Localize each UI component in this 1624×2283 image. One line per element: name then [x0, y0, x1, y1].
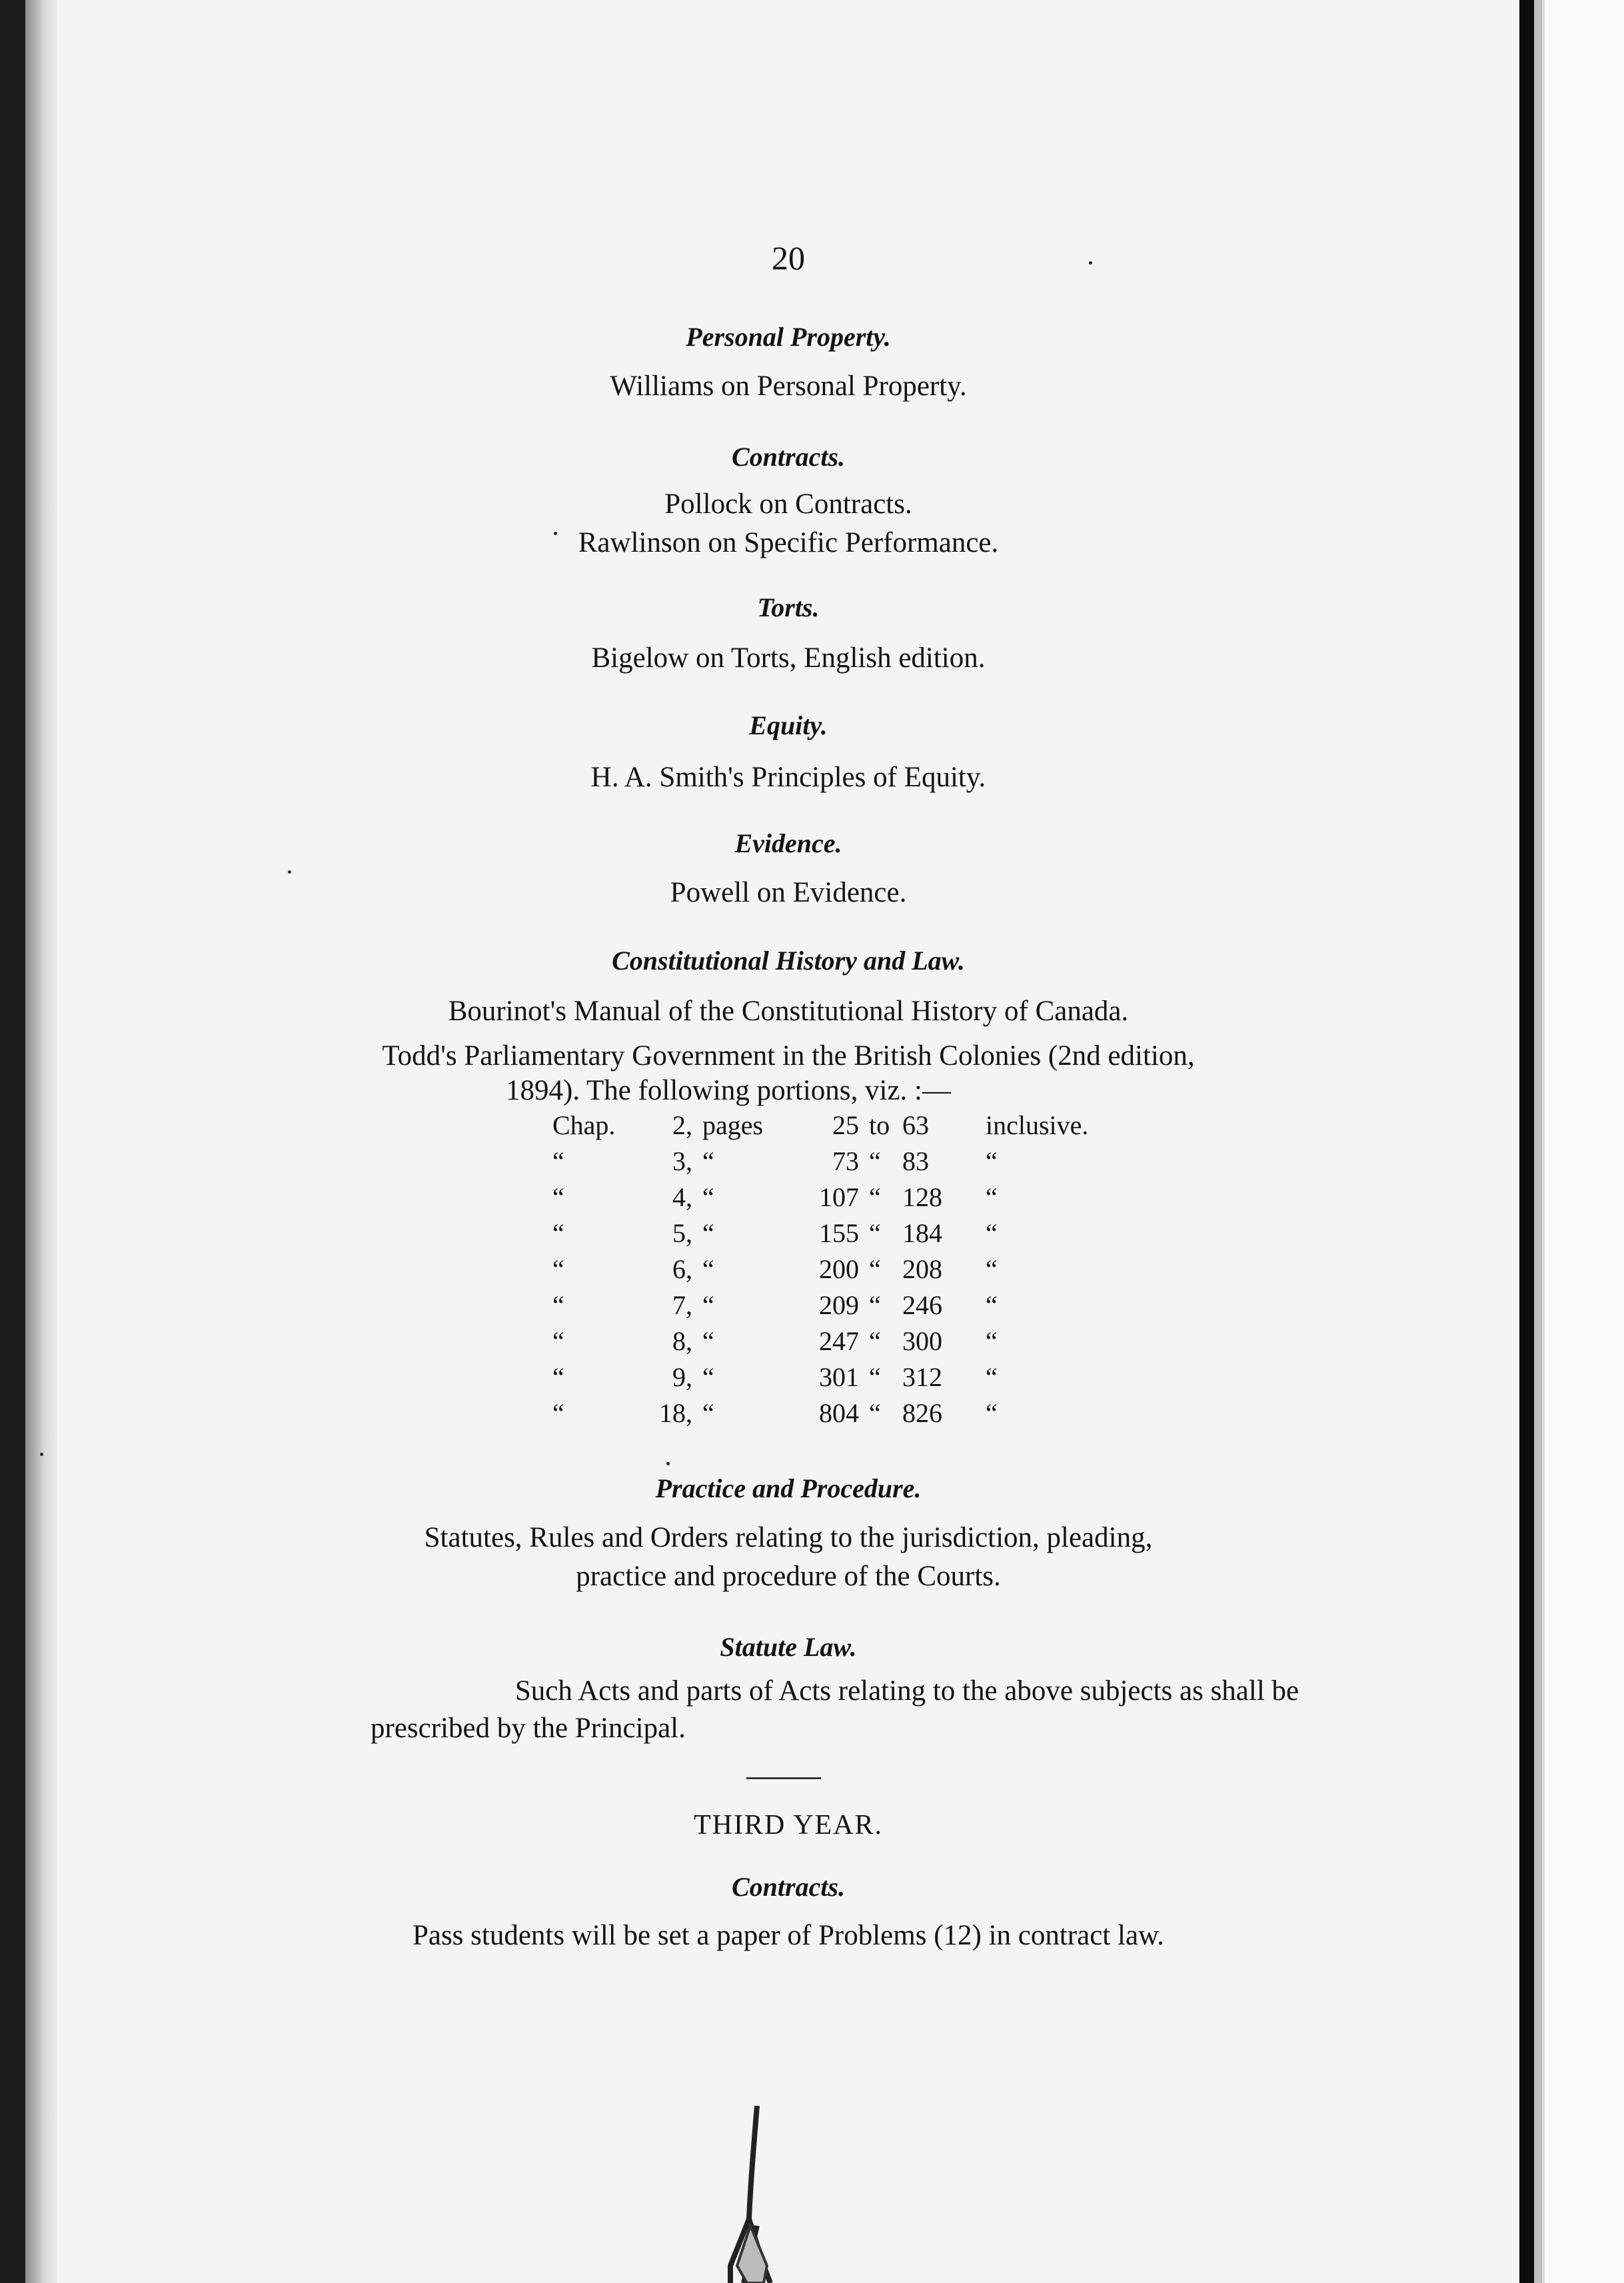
- entry-todd: Todd's Parliamentary Government in the British Colonies (2nd edition,: [382, 1040, 1195, 1072]
- chap-label: “: [552, 1362, 564, 1392]
- scan-gutter: [1534, 0, 1542, 2283]
- pages-label: pages: [702, 1110, 764, 1140]
- heading-torts: Torts.: [757, 592, 820, 622]
- inclusive-label: “: [986, 1218, 998, 1248]
- statute-paragraph: [357, 1673, 1457, 1747]
- entry-pollock: Pollock on Contracts.: [664, 488, 912, 520]
- chap-number: 18,: [659, 1398, 692, 1428]
- chap-label: “: [552, 1218, 564, 1248]
- page-to: 208: [902, 1254, 942, 1284]
- to-label: “: [869, 1218, 881, 1248]
- heading-constitutional: Constitutional History and Law.: [612, 946, 965, 976]
- chap-number: 8,: [672, 1326, 692, 1356]
- chap-number: 5,: [672, 1218, 692, 1248]
- inclusive-label: “: [986, 1362, 998, 1392]
- paper-speck: [288, 870, 291, 874]
- scan-right-edge: [1519, 0, 1534, 2283]
- heading-evidence: Evidence.: [734, 828, 842, 858]
- inclusive-label: “: [986, 1146, 998, 1176]
- chap-number: 6,: [672, 1254, 692, 1284]
- inclusive-label: “: [986, 1290, 998, 1320]
- scan-left-edge: [0, 0, 25, 2283]
- page-to: 312: [902, 1362, 942, 1392]
- pages-label: “: [702, 1326, 714, 1356]
- entry-powell: Powell on Evidence.: [670, 877, 907, 908]
- chap-label: “: [552, 1326, 564, 1356]
- page-from: 804: [819, 1398, 859, 1428]
- heading-personal-property: Personal Property.: [686, 322, 891, 352]
- to-label: “: [869, 1254, 881, 1284]
- page-to: 826: [902, 1398, 942, 1428]
- chap-label: “: [552, 1146, 564, 1176]
- statute-line-2: prescribed by the Principal.: [371, 1713, 686, 1744]
- heading-statute: Statute Law.: [720, 1632, 857, 1662]
- pages-label: “: [702, 1254, 714, 1284]
- page-to: 128: [902, 1182, 942, 1212]
- paper-speck: [554, 532, 557, 535]
- page-from: 73: [832, 1146, 859, 1176]
- page-to: 184: [902, 1218, 942, 1248]
- to-label: “: [869, 1362, 881, 1392]
- entry-bigelow: Bigelow on Torts, English edition.: [591, 642, 986, 674]
- chap-number: 2,: [672, 1110, 692, 1140]
- entry-williams: Williams on Personal Property.: [610, 371, 967, 402]
- page-from: 301: [819, 1362, 859, 1392]
- page-from: 209: [819, 1290, 859, 1320]
- page-number: 20: [772, 239, 805, 277]
- paper-speck: [1089, 261, 1092, 265]
- document-page: [57, 0, 1519, 2283]
- chap-label: Chap.: [552, 1110, 616, 1140]
- inclusive-label: “: [986, 1254, 998, 1284]
- practice-line-2: practice and procedure of the Courts.: [576, 1561, 1001, 1592]
- page-to: 63: [902, 1110, 929, 1140]
- chap-number: 9,: [672, 1362, 692, 1392]
- to-label: to: [869, 1110, 890, 1140]
- chap-number: 7,: [672, 1290, 692, 1320]
- statute-line-1: Such Acts and parts of Acts relating to the above subjects as shall be: [514, 1675, 1299, 1707]
- heading-third-contracts: Contracts.: [731, 1872, 846, 1902]
- pages-label: “: [702, 1362, 714, 1392]
- section-divider: [746, 1777, 821, 1779]
- page-to: 246: [902, 1290, 942, 1320]
- to-label: “: [869, 1146, 881, 1176]
- inclusive-label: “: [986, 1326, 998, 1356]
- inclusive-label: “: [986, 1182, 998, 1212]
- heading-equity: Equity.: [749, 710, 828, 740]
- to-label: “: [869, 1398, 881, 1428]
- inclusive-label: inclusive.: [986, 1110, 1089, 1140]
- binding-thread-mark: [717, 2106, 797, 2283]
- third-year-text: Pass students will be set a paper of Problems (12) in contract law.: [412, 1920, 1165, 1951]
- chap-label: “: [552, 1398, 564, 1428]
- page-from: 25: [832, 1110, 859, 1140]
- page-to: 300: [902, 1326, 942, 1356]
- third-year-title: THIRD YEAR.: [693, 1810, 884, 1841]
- pages-label: “: [702, 1290, 714, 1320]
- heading-practice: Practice and Procedure.: [655, 1473, 922, 1503]
- pages-label: “: [702, 1218, 714, 1248]
- chap-number: 4,: [672, 1182, 692, 1212]
- heading-contracts: Contracts.: [731, 442, 846, 472]
- page-from: 107: [819, 1182, 859, 1212]
- inclusive-label: “: [986, 1398, 998, 1428]
- pages-label: “: [702, 1146, 714, 1176]
- chap-number: 3,: [672, 1146, 692, 1176]
- chap-label: “: [552, 1290, 564, 1320]
- to-label: “: [869, 1290, 881, 1320]
- paper-speck: [40, 1453, 43, 1456]
- entry-bourinot: Bourinot's Manual of the Constitutional History of Canada.: [448, 996, 1129, 1027]
- paper-speck: [666, 1462, 670, 1465]
- pages-label: “: [702, 1182, 714, 1212]
- page-from: 200: [819, 1254, 859, 1284]
- to-label: “: [869, 1182, 881, 1212]
- practice-line-1: Statutes, Rules and Orders relating to the jurisdiction, pleading,: [424, 1522, 1153, 1553]
- chap-label: “: [552, 1182, 564, 1212]
- page-to: 83: [902, 1146, 929, 1176]
- entry-rawlinson: Rawlinson on Specific Performance.: [578, 527, 999, 558]
- entry-smith: H. A. Smith's Principles of Equity.: [590, 762, 986, 793]
- pages-label: “: [702, 1398, 714, 1428]
- page-from: 155: [819, 1218, 859, 1248]
- chap-label: “: [552, 1254, 564, 1284]
- page-from: 247: [819, 1326, 859, 1356]
- to-label: “: [869, 1326, 881, 1356]
- scan-left-shadow: [25, 0, 57, 2283]
- facing-page-margin: [1542, 0, 1624, 2283]
- entry-todd-cont: 1894). The following portions, viz. :—: [505, 1075, 952, 1106]
